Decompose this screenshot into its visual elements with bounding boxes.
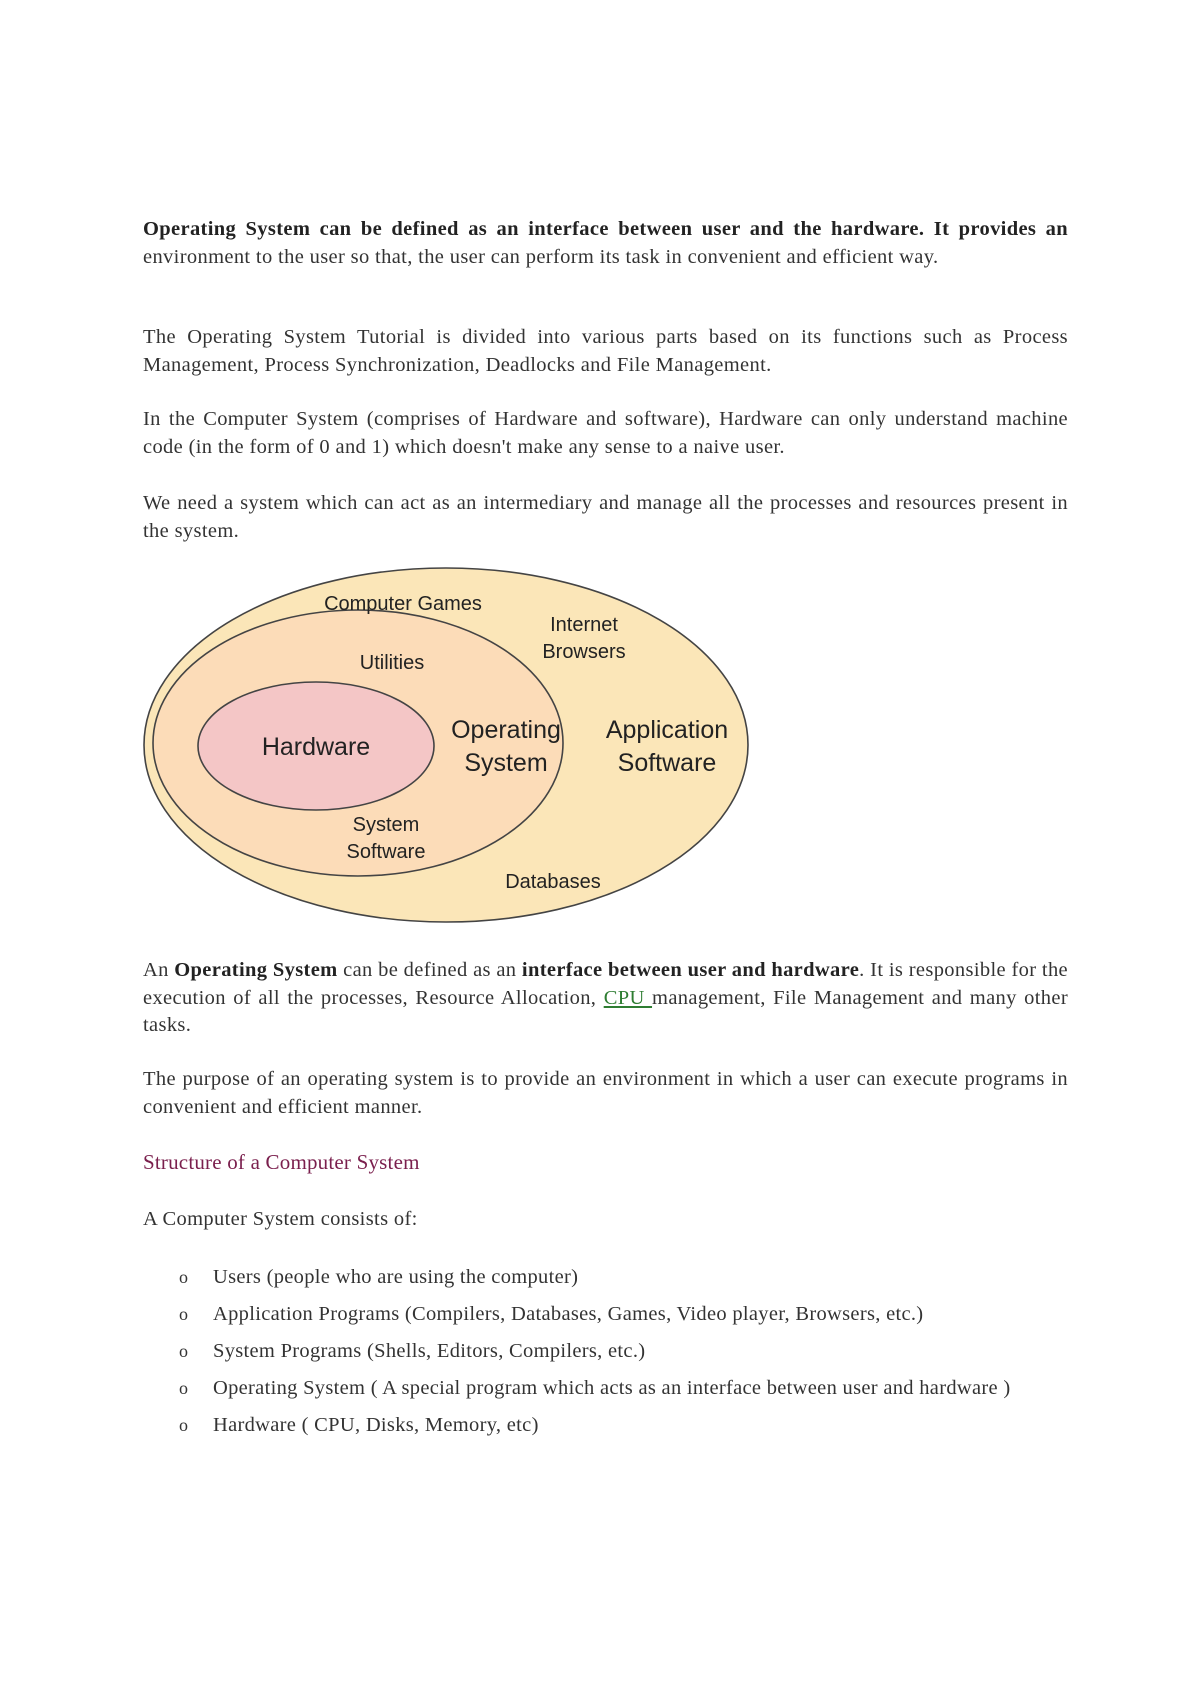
paragraph-machine-code: In the Computer System (comprises of Hardware and software), Hardware can only understand machine code (in the form of 0 and 1) which doesn't make any sense to a naive user. [143, 408, 1068, 458]
bold-text: Operating System [174, 959, 338, 981]
label-computer-games: Computer Games [324, 593, 482, 615]
label-utilities: Utilities [359, 652, 425, 674]
paragraph-tutorial-parts: The Operating System Tutorial is divided into various parts based on its functions such as Process Management, Process Synchronization, Deadlocks and File Management. [143, 326, 1068, 376]
os-layers-diagram [140, 567, 752, 933]
list-item-text: Operating System ( A special program which acts as an interface between user and hardware ) [213, 1377, 1011, 1399]
paragraph-os-definition [143, 216, 1068, 271]
label-system: System [464, 749, 548, 777]
paragraph-text: An [143, 959, 175, 981]
paragraph-os-responsibilities [143, 957, 1068, 1040]
bold-text: interface between user and hardware [521, 959, 860, 981]
label-internet: Internet [550, 614, 618, 636]
label-application: Application [605, 716, 729, 744]
paragraph-text: . It is responsible for the execution of all the processes, Resource Allocation, [143, 959, 1069, 1009]
list-item [143, 1336, 1068, 1367]
label-software: Software [617, 749, 717, 777]
list-intro: A Computer System consists of: [143, 1208, 418, 1230]
label-databases: Databases [505, 871, 601, 893]
list-item [143, 1373, 1068, 1404]
label-system-software-1: System [352, 814, 420, 836]
bold-text: Operating System can be defined as an interface between user and the hardware. It provides an [143, 218, 1068, 240]
paragraph-os-purpose: The purpose of an operating system is to provide an environment in which a user can execute programs in convenient and efficient manner. [143, 1068, 1068, 1118]
section-heading: Structure of a Computer System [143, 1150, 420, 1174]
bullet-icon: o [179, 1267, 189, 1287]
bullet-icon: o [179, 1341, 189, 1361]
label-system-software-2: Software [346, 841, 426, 863]
bullet-icon: o [179, 1378, 189, 1398]
label-hardware: Hardware [261, 733, 371, 761]
list-item-text: Users (people who are using the computer) [213, 1266, 579, 1288]
computer-system-components-list [143, 1262, 1068, 1447]
list-item-text: Hardware ( CPU, Disks, Memory, etc) [213, 1414, 539, 1436]
list-item-text: System Programs (Shells, Editors, Compilers, etc.) [213, 1340, 646, 1362]
list-item-text: Application Programs (Compilers, Databases, Games, Video player, Browsers, etc.) [213, 1303, 924, 1325]
paragraph-intermediary: We need a system which can act as an intermediary and manage all the processes and resources present in the system. [143, 492, 1068, 542]
paragraph-text: environment to the user so that, the user can perform its task in convenient and efficient way. [143, 245, 939, 268]
list-item [143, 1299, 1068, 1330]
bullet-icon: o [179, 1304, 189, 1324]
label-operating: Operating [451, 716, 561, 744]
cpu-link[interactable]: CPU [603, 986, 653, 1009]
paragraph-text: management, File Management and many other tasks. [143, 986, 1069, 1036]
list-item [143, 1410, 1068, 1441]
label-browsers: Browsers [542, 641, 626, 663]
paragraph-text: can be defined as an [337, 959, 522, 981]
bullet-icon: o [179, 1415, 189, 1435]
list-item [143, 1262, 1068, 1293]
